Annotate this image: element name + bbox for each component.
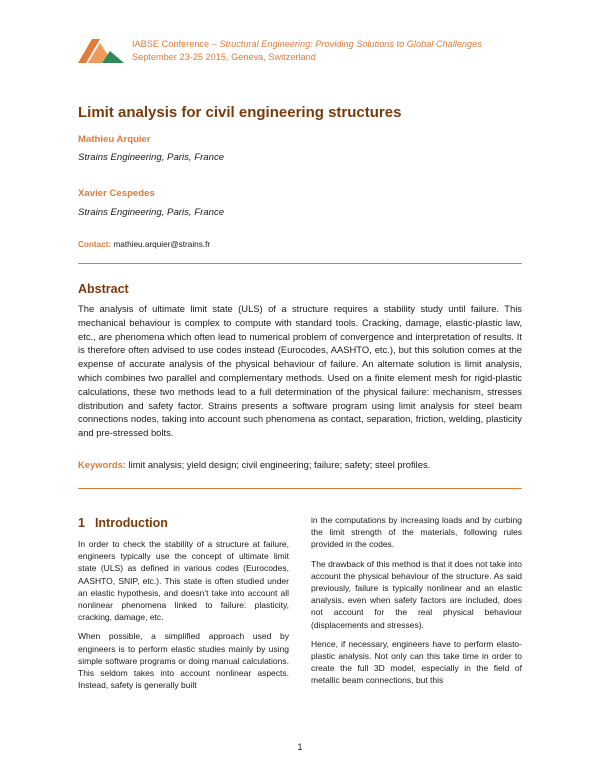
keywords-label: Keywords:	[78, 459, 126, 470]
contact-line	[78, 240, 210, 249]
author-name: Xavier Cespedes	[78, 188, 155, 199]
left-column	[78, 538, 289, 698]
conference-header	[132, 38, 482, 63]
author-affiliation: Strains Engineering, Paris, France	[78, 207, 225, 218]
page-number: 1	[297, 742, 303, 752]
abstract-text: The analysis of ultimate limit state (ULS) of a structure requires a stability study until failure. This mechanical behaviour is complex to compute with standard tools. Cracking, damage, elastic-plastic law, etc., are phenomena which often lead to numerical problem of convergence and interpretation of results. It is therefore often advised to use codes instead (Eurocodes, AASHTO, etc.), but this solution comes at the expense of accurate analysis of the physical behaviour of failure. An alternate solution is limit analysis, which combines two parallel and complementary methods. Used on a finite element mesh for rigid-plastic calculations, these two methods lead to a full determination of the physical failure: mechanism, stresses distribution and safety factor. Strains presents a software program using limit analysis for steel beam connections nodes, taking into account such phenomena as contact, separation, friction, welding, plasticity and pre-stressed bolts.	[78, 303, 522, 439]
divider	[78, 263, 522, 264]
keywords-text: limit analysis; yield design; civil engineering; failure; safety; steel profiles.	[128, 459, 431, 470]
conference-dates: September 23-25 2015, Geneva, Switzerland	[132, 51, 316, 62]
paragraph: in the computations by increasing loads and by curbing the limit strength of the materials, following rules provided in the codes.	[311, 515, 522, 550]
conference-theme: Structural Engineering: Providing Solutions to Global Challenges	[219, 39, 482, 49]
paragraph: The drawback of this method is that it does not take into account the physical behaviour of the structure. As said previously, failure is typically nonlinear and an elastic analysis, even when safety factors are included, does not account for the real physical behaviour (displacements and stresses).	[311, 558, 522, 630]
section-heading	[78, 516, 168, 530]
iabse-logo-icon	[78, 37, 124, 63]
keywords-line	[78, 458, 522, 472]
paragraph: Hence, if necessary, engineers have to perform elasto-plastic analysis. Not only can this take time in order to create the full 3D model, especially in the field of metallic beam connections, but this	[311, 638, 522, 686]
paragraph: When possible, a simplified approach used by engineers is to perform elastic studies mainly by using simple software programs or doing manual calculations. This seldom takes into account nonlinear aspects. Instead, safety is generally built	[78, 631, 289, 691]
contact-label: Contact:	[78, 240, 112, 249]
author-name: Mathieu Arquier	[78, 134, 151, 145]
conference-prefix: IABSE Conference –	[132, 39, 217, 49]
author-affiliation: Strains Engineering, Paris, France	[78, 152, 225, 163]
paragraph: In order to check the stability of a structure at failure, engineers typically use the concept of ultimate limit state (ULS) as defined in various codes (Eurocodes, AASHTO, SNIP, etc.). This state is often studied under an elastic hypothesis, and doesn’t take into account all nonlinear phenomena linked to failure: plasticity, cracking, damage, etc.	[78, 539, 289, 623]
section-title: Introduction	[94, 516, 168, 530]
right-column	[311, 514, 522, 694]
abstract-heading: Abstract	[78, 282, 129, 296]
divider	[78, 488, 522, 489]
paper-title: Limit analysis for civil engineering structures	[78, 104, 402, 121]
contact-email[interactable]: mathieu.arquier@strains.fr	[113, 240, 211, 249]
section-number: 1	[78, 516, 85, 530]
